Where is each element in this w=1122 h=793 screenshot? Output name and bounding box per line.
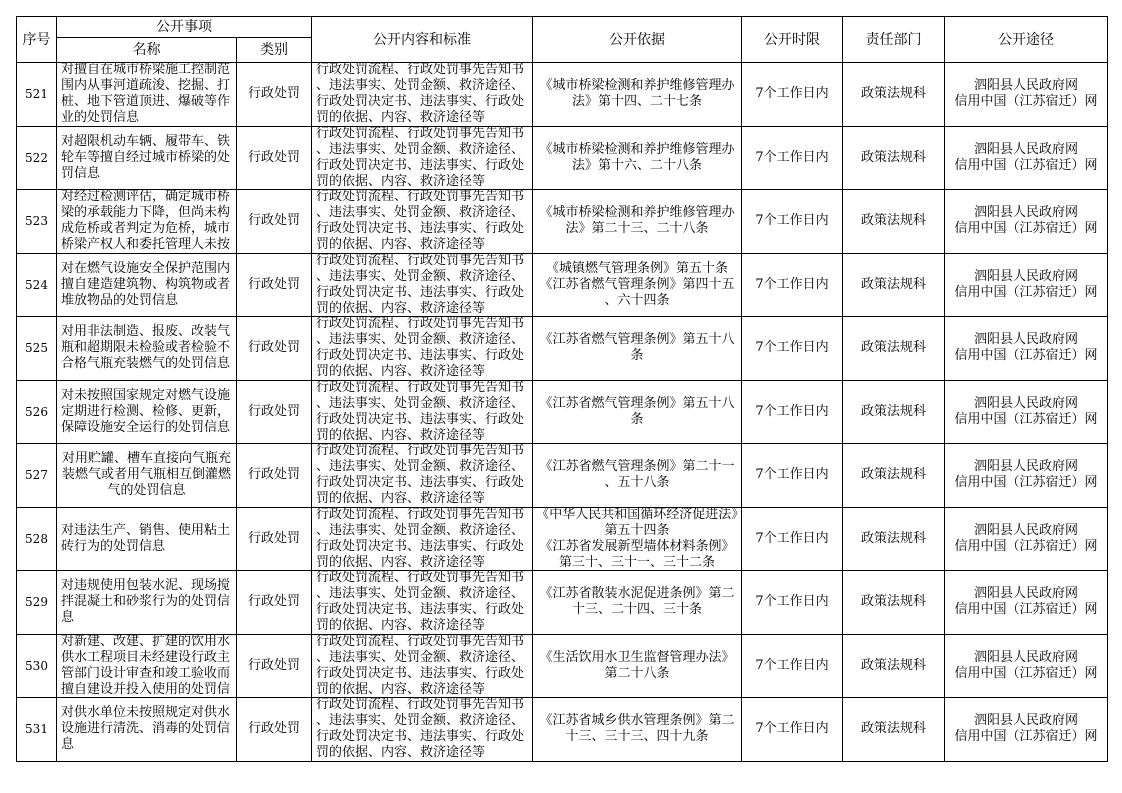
seq-number: 529 [25, 595, 48, 610]
seq-cell [17, 571, 57, 635]
channel-line: 信用中国（江苏宿迁）网 [954, 665, 1098, 681]
item-department: 政策法规科 [860, 657, 926, 673]
seq-cell [17, 253, 57, 317]
time-limit-cell [742, 380, 843, 444]
channel-line: 信用中国（江苏宿迁）网 [954, 284, 1098, 300]
content-cell [312, 190, 533, 254]
item-content: 行政处罚流程、行政处罚事先告知书、违法事实、处罚金额、救济途径、行政处罚决定书、违法事实、行政处罚的依据、内容、救济途径等 [316, 190, 525, 253]
seq-cell [17, 634, 57, 698]
channel-line: 信用中国（江苏宿迁）网 [954, 94, 1098, 110]
channel-line: 信用中国（江苏宿迁）网 [954, 157, 1098, 173]
header-category: 类别 [237, 38, 312, 63]
table-row [17, 380, 1108, 444]
content-cell [312, 126, 533, 190]
name-cell [57, 317, 237, 381]
category-cell [237, 571, 312, 635]
channel-line: 泗阳县人民政府网 [973, 522, 1078, 538]
channel-cell [945, 698, 1108, 762]
item-category: 行政处罚 [247, 530, 300, 546]
channel-line: 泗阳县人民政府网 [973, 713, 1078, 729]
seq-cell [17, 444, 57, 508]
channel-line: 信用中国（江苏宿迁）网 [954, 538, 1098, 554]
time-limit-cell [742, 571, 843, 635]
basis-line: 《城镇燃气管理条例》第五十条 [545, 260, 728, 276]
basis-cell [533, 190, 742, 254]
table-row [17, 317, 1108, 381]
basis-line: 《江苏省城乡供水管理条例》第二十三、三十三、四十九条 [539, 713, 735, 745]
channel-line: 泗阳县人民政府网 [973, 459, 1078, 475]
item-basis [533, 508, 741, 570]
seq-number: 530 [25, 658, 48, 673]
basis-line: 《江苏省燃气管理条例》第四十五、六十四条 [539, 276, 735, 308]
item-name: 对新建、改建、扩建的饮用水供水工程项目未经建设行政主管部门设计审查和竣工验收而擅自建设并投入使用的处罚信 [61, 634, 231, 697]
category-cell [237, 444, 312, 508]
table-row [17, 507, 1108, 571]
seq-cell [17, 190, 57, 254]
item-department: 政策法规科 [860, 530, 926, 546]
item-category: 行政处罚 [247, 276, 300, 292]
item-basis [533, 698, 741, 760]
seq-number: 523 [25, 214, 48, 229]
content-cell [312, 317, 533, 381]
item-basis [533, 254, 741, 316]
item-basis [533, 127, 741, 189]
seq-number: 527 [25, 468, 48, 483]
seq-number: 528 [25, 531, 48, 546]
content-cell [312, 380, 533, 444]
item-name: 对违法生产、销售、使用粘土砖行为的处罚信息 [61, 522, 231, 554]
item-basis [533, 635, 741, 697]
header-public-item: 公开事项 [57, 17, 312, 38]
channel-cell [945, 507, 1108, 571]
department-cell [843, 571, 945, 635]
channel-line: 泗阳县人民政府网 [973, 586, 1078, 602]
header-name: 名称 [57, 38, 237, 63]
item-name: 对供水单位未按照规定对供水设施进行清洗、消毒的处罚信息 [61, 705, 231, 753]
header-basis: 公开依据 [533, 17, 742, 63]
department-cell [843, 507, 945, 571]
item-department: 政策法规科 [860, 721, 926, 737]
time-limit-cell [742, 634, 843, 698]
item-time-limit: 7个工作日内 [755, 149, 829, 165]
channel-cell [945, 317, 1108, 381]
channel-line: 信用中国（江苏宿迁）网 [954, 411, 1098, 427]
basis-cell [533, 698, 742, 762]
department-cell [843, 634, 945, 698]
category-cell [237, 698, 312, 762]
category-cell [237, 380, 312, 444]
basis-line: 《江苏省燃气管理条例》第二十一、五十八条 [539, 459, 735, 491]
content-cell [312, 698, 533, 762]
category-cell [237, 317, 312, 381]
item-name: 对违规使用包装水泥、现场搅拌混凝土和砂浆行为的处罚信息 [61, 578, 231, 626]
time-limit-cell [742, 190, 843, 254]
item-time-limit: 7个工作日内 [755, 340, 829, 356]
name-cell [57, 507, 237, 571]
name-cell [57, 253, 237, 317]
item-time-limit: 7个工作日内 [755, 403, 829, 419]
item-time-limit: 7个工作日内 [755, 657, 829, 673]
item-content: 行政处罚流程、行政处罚事先告知书、违法事实、处罚金额、救济途径、行政处罚决定书、违法事实、行政处罚的依据、内容、救济途径等 [316, 634, 525, 697]
table-row [17, 698, 1108, 762]
item-channel [945, 698, 1107, 760]
time-limit-cell [742, 317, 843, 381]
item-channel [945, 317, 1107, 379]
table-row [17, 126, 1108, 190]
item-department: 政策法规科 [860, 86, 926, 102]
item-name: 对超限机动车辆、履带车、铁轮车等擅自经过城市桥梁的处罚信息 [61, 133, 231, 181]
channel-line: 泗阳县人民政府网 [973, 395, 1078, 411]
item-department: 政策法规科 [860, 213, 926, 229]
department-cell [843, 444, 945, 508]
item-channel [945, 254, 1107, 316]
item-category: 行政处罚 [247, 403, 300, 419]
department-cell [843, 63, 945, 127]
table-row [17, 634, 1108, 698]
name-cell [57, 698, 237, 762]
item-content: 行政处罚流程、行政处罚事先告知书、违法事实、处罚金额、救济途径、行政处罚决定书、违法事实、行政处罚的依据、内容、救济途径等 [316, 698, 525, 761]
item-department: 政策法规科 [860, 276, 926, 292]
item-name: 对用非法制造、报废、改装气瓶和超期限未检验或者检验不合格气瓶充装燃气的处罚信息 [61, 324, 231, 372]
item-category: 行政处罚 [247, 86, 300, 102]
channel-line: 信用中国（江苏宿迁）网 [954, 348, 1098, 364]
item-channel [945, 63, 1107, 125]
seq-cell [17, 698, 57, 762]
basis-cell [533, 126, 742, 190]
seq-cell [17, 126, 57, 190]
item-time-limit: 7个工作日内 [755, 721, 829, 737]
item-content: 行政处罚流程、行政处罚事先告知书、违法事实、处罚金额、救济途径、行政处罚决定书、违法事实、行政处罚的依据、内容、救济途径等 [316, 126, 525, 189]
basis-line: 《江苏省散装水泥促进条例》第二十三、二十四、三十条 [539, 586, 735, 618]
name-cell [57, 634, 237, 698]
item-basis [533, 444, 741, 506]
table-row [17, 253, 1108, 317]
header-content: 公开内容和标准 [312, 17, 533, 63]
item-category: 行政处罚 [247, 594, 300, 610]
seq-cell [17, 380, 57, 444]
item-channel [945, 127, 1107, 189]
disclosure-table [16, 16, 1108, 762]
channel-line: 信用中国（江苏宿迁）网 [954, 729, 1098, 745]
item-content: 行政处罚流程、行政处罚事先告知书、违法事实、处罚金额、救济途径、行政处罚决定书、违法事实、行政处罚的依据、内容、救济途径等 [316, 571, 525, 634]
item-content: 行政处罚流程、行政处罚事先告知书、违法事实、处罚金额、救济途径、行政处罚决定书、违法事实、行政处罚的依据、内容、救济途径等 [316, 317, 525, 380]
seq-number: 524 [25, 277, 48, 292]
name-cell [57, 444, 237, 508]
item-channel [945, 635, 1107, 697]
time-limit-cell [742, 63, 843, 127]
seq-number: 525 [25, 341, 48, 356]
header-channel: 公开途径 [945, 17, 1108, 63]
name-cell [57, 571, 237, 635]
table-row [17, 63, 1108, 127]
seq-number: 521 [25, 87, 48, 102]
item-category: 行政处罚 [247, 213, 300, 229]
seq-number: 522 [25, 150, 48, 165]
item-channel [945, 571, 1107, 633]
channel-line: 泗阳县人民政府网 [973, 332, 1078, 348]
channel-line: 泗阳县人民政府网 [973, 205, 1078, 221]
seq-number: 526 [25, 404, 48, 419]
seq-cell [17, 507, 57, 571]
item-channel [945, 508, 1107, 570]
channel-line: 信用中国（江苏宿迁）网 [954, 475, 1098, 491]
table-row [17, 444, 1108, 508]
department-cell [843, 253, 945, 317]
item-category: 行政处罚 [247, 149, 300, 165]
basis-line: 《江苏省燃气管理条例》第五十八条 [539, 395, 735, 427]
item-department: 政策法规科 [860, 340, 926, 356]
item-basis [533, 190, 741, 252]
basis-line: 《江苏省发展新型墙体材料条例》第三十、三十一、三十二条 [539, 538, 735, 570]
channel-line: 泗阳县人民政府网 [973, 649, 1078, 665]
category-cell [237, 253, 312, 317]
item-department: 政策法规科 [860, 149, 926, 165]
basis-line: 《城市桥梁检测和养护维修管理办法》第十六、二十八条 [539, 141, 735, 173]
channel-line: 泗阳县人民政府网 [973, 268, 1078, 284]
channel-cell [945, 63, 1108, 127]
category-cell [237, 190, 312, 254]
seq-cell [17, 63, 57, 127]
basis-line: 《城市桥梁检测和养护维修管理办法》第二十三、二十八条 [539, 205, 735, 237]
basis-cell [533, 253, 742, 317]
content-cell [312, 253, 533, 317]
table-body [17, 63, 1108, 762]
time-limit-cell [742, 507, 843, 571]
header-row [17, 17, 1108, 38]
header-department: 责任部门 [843, 17, 945, 63]
basis-line: 《生活饮用水卫生监督管理办法》第二十八条 [539, 649, 735, 681]
name-cell [57, 126, 237, 190]
item-content: 行政处罚流程、行政处罚事先告知书、违法事实、处罚金额、救济途径、行政处罚决定书、违法事实、行政处罚的依据、内容、救济途径等 [316, 507, 525, 570]
time-limit-cell [742, 126, 843, 190]
basis-cell [533, 444, 742, 508]
channel-cell [945, 190, 1108, 254]
item-department: 政策法规科 [860, 594, 926, 610]
channel-cell [945, 571, 1108, 635]
item-name: 对擅自在城市桥梁施工控制范围内从事河道疏浚、挖掘、打桩、地下管道顶进、爆破等作业的处罚信息 [61, 63, 231, 126]
item-time-limit: 7个工作日内 [755, 594, 829, 610]
department-cell [843, 190, 945, 254]
channel-line: 泗阳县人民政府网 [973, 141, 1078, 157]
basis-line: 《城市桥梁检测和养护维修管理办法》第十四、二十七条 [539, 78, 735, 110]
item-category: 行政处罚 [247, 467, 300, 483]
item-time-limit: 7个工作日内 [755, 213, 829, 229]
basis-line: 《江苏省燃气管理条例》第五十八条 [539, 332, 735, 364]
channel-cell [945, 253, 1108, 317]
item-category: 行政处罚 [247, 340, 300, 356]
channel-line: 信用中国（江苏宿迁）网 [954, 602, 1098, 618]
item-basis [533, 317, 741, 379]
item-name: 对用贮罐、槽车直接向气瓶充装燃气或者用气瓶相互倒灌燃气的处罚信息 [61, 451, 231, 499]
item-content: 行政处罚流程、行政处罚事先告知书、违法事实、处罚金额、救济途径、行政处罚决定书、违法事实、行政处罚的依据、内容、救济途径等 [316, 380, 525, 443]
seq-cell [17, 317, 57, 381]
channel-line: 信用中国（江苏宿迁）网 [954, 221, 1098, 237]
item-basis [533, 381, 741, 443]
time-limit-cell [742, 444, 843, 508]
department-cell [843, 380, 945, 444]
department-cell [843, 126, 945, 190]
basis-cell [533, 317, 742, 381]
item-department: 政策法规科 [860, 403, 926, 419]
name-cell [57, 63, 237, 127]
header-time-limit: 公开时限 [742, 17, 843, 63]
content-cell [312, 63, 533, 127]
basis-cell [533, 634, 742, 698]
name-cell [57, 380, 237, 444]
channel-line: 泗阳县人民政府网 [973, 78, 1078, 94]
content-cell [312, 444, 533, 508]
item-category: 行政处罚 [247, 657, 300, 673]
item-channel [945, 444, 1107, 506]
item-department: 政策法规科 [860, 467, 926, 483]
item-basis [533, 571, 741, 633]
time-limit-cell [742, 253, 843, 317]
basis-cell [533, 571, 742, 635]
seq-number: 531 [25, 722, 48, 737]
item-time-limit: 7个工作日内 [755, 276, 829, 292]
item-content: 行政处罚流程、行政处罚事先告知书、违法事实、处罚金额、救济途径、行政处罚决定书、违法事实、行政处罚的依据、内容、救济途径等 [316, 63, 525, 126]
content-cell [312, 507, 533, 571]
category-cell [237, 634, 312, 698]
channel-cell [945, 634, 1108, 698]
category-cell [237, 63, 312, 127]
item-name: 对在燃气设施安全保护范围内擅自建造建筑物、构筑物或者堆放物品的处罚信息 [61, 260, 231, 308]
basis-cell [533, 507, 742, 571]
item-channel [945, 381, 1107, 443]
time-limit-cell [742, 698, 843, 762]
item-category: 行政处罚 [247, 721, 300, 737]
category-cell [237, 126, 312, 190]
item-content: 行政处罚流程、行政处罚事先告知书、违法事实、处罚金额、救济途径、行政处罚决定书、违法事实、行政处罚的依据、内容、救济途径等 [316, 253, 525, 316]
item-content: 行政处罚流程、行政处罚事先告知书、违法事实、处罚金额、救济途径、行政处罚决定书、违法事实、行政处罚的依据、内容、救济途径等 [316, 444, 525, 507]
channel-cell [945, 126, 1108, 190]
item-time-limit: 7个工作日内 [755, 467, 829, 483]
channel-cell [945, 444, 1108, 508]
basis-cell [533, 380, 742, 444]
item-time-limit: 7个工作日内 [755, 86, 829, 102]
content-cell [312, 571, 533, 635]
item-name: 对未按照国家规定对燃气设施定期进行检测、检修、更新，保障设施安全运行的处罚信息 [61, 387, 231, 435]
item-basis [533, 63, 741, 125]
table-row [17, 571, 1108, 635]
basis-line: 《中华人民共和国循环经济促进法》第五十四条 [536, 507, 738, 538]
basis-cell [533, 63, 742, 127]
item-name: 对经过检测评估，确定城市桥梁的承载能力下降，但尚未构成危桥或者判定为危桥，城市桥梁产权人和委托管理人未按 [61, 190, 231, 253]
item-time-limit: 7个工作日内 [755, 530, 829, 546]
content-cell [312, 634, 533, 698]
category-cell [237, 507, 312, 571]
table-row [17, 190, 1108, 254]
item-channel [945, 190, 1107, 252]
department-cell [843, 317, 945, 381]
header-seq: 序号 [17, 17, 57, 63]
channel-cell [945, 380, 1108, 444]
department-cell [843, 698, 945, 762]
table-header [17, 17, 1108, 63]
name-cell [57, 190, 237, 254]
